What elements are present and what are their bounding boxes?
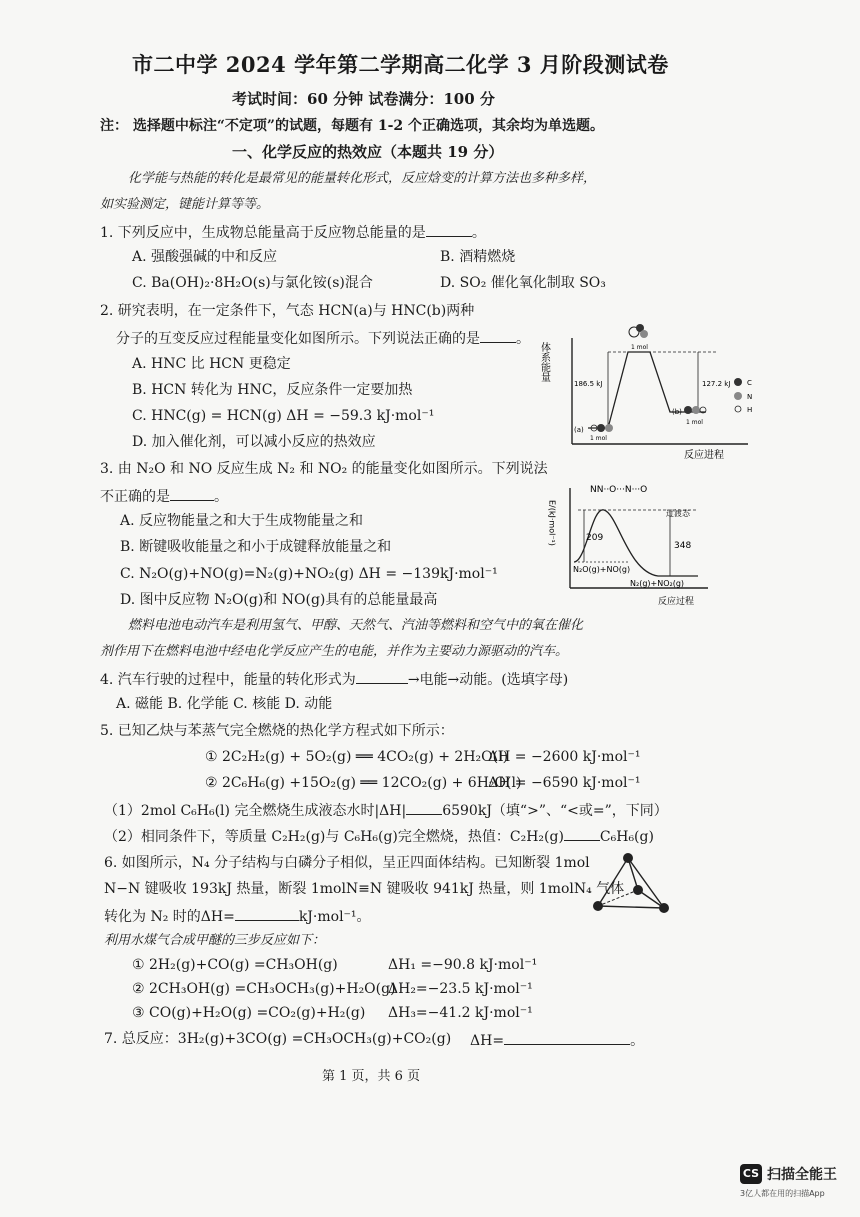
q2-stem-line2 — [116, 328, 530, 348]
fuel-cell-line1: 燃料电池电动汽车是利用氢气、甲醇、天然气、汽油等燃料和空气中的氧在催化 — [128, 618, 584, 633]
fuel-cell-line2: 剂作用下在燃料电池中经电化学反应产生的电能，并作为主要动力源驱动的汽车。 — [100, 644, 569, 659]
q3-xlabel: 反应过程 — [658, 597, 695, 607]
q4-stem-text: 4. 汽车行驶的过程中，能量的转化形式为 — [100, 672, 356, 688]
n4-tetrahedron-diagram — [588, 848, 684, 922]
q3-stem-line2 — [100, 486, 228, 506]
q5-eq2-dh: ΔH = −6590 kJ·mol⁻¹ — [488, 775, 641, 791]
q7-dh-text: ΔH= — [470, 1033, 505, 1049]
q1-option-b: B. 酒精燃烧 — [440, 249, 516, 265]
q5-eq1: ① 2C₂H₂(g) + 5O₂(g) ══ 4CO₂(g) + 2H₂O(l) — [205, 749, 509, 765]
q5-part2-end: C₆H₆(g) — [599, 829, 654, 845]
q2-b-atom — [692, 406, 700, 414]
q5-part1-blank[interactable] — [406, 800, 442, 815]
section-intro-line2: 如实验测定，键能计算等等。 — [100, 197, 270, 212]
n4-atom — [633, 885, 643, 895]
n4-atom — [623, 853, 633, 863]
q5-stem: 5. 已知乙炔与苯蒸气完全燃烧的热化学方程式如下所示： — [100, 723, 454, 739]
methanol-r1: ① 2H₂(g)+CO(g) =CH₃OH(g) — [132, 957, 338, 973]
n4-atom — [593, 901, 603, 911]
q5-part2-text: （2）相同条件下，等质量 C₂H₂(g)与 C₆H₆(g)完全燃烧，热值：C₂H₂(g) — [104, 829, 564, 845]
q7-stem: 7. 总反应：3H₂(g)+3CO(g) =CH₃OCH₃(g)+CO₂(g) — [104, 1031, 452, 1047]
q5-eq1-dh: ΔH = −2600 kJ·mol⁻¹ — [488, 749, 641, 765]
q4-options: A. 磁能 B. 化学能 C. 核能 D. 动能 — [116, 696, 333, 712]
q2-answer-blank[interactable] — [480, 328, 516, 343]
q2-b-label: (b) — [672, 408, 682, 416]
q1-option-a: A. 强酸强碱的中和反应 — [132, 249, 278, 265]
q2-legend-h: H — [747, 406, 753, 414]
q1-stem-end: 。 — [471, 225, 486, 241]
q3-ylabel: E/(kJ·mol⁻¹) — [548, 500, 557, 546]
methanol-r2: ② 2CH₃OH(g) =CH₃OCH₃(g)+H₂O(g) — [132, 981, 396, 997]
q2-legend-c-icon — [734, 378, 742, 386]
q5-part2-blank[interactable] — [564, 826, 600, 841]
camscanner-tagline: 3亿人都在用的扫描App — [740, 1189, 825, 1198]
q3-option-a: A. 反应物能量之和大于生成物能量之和 — [120, 513, 364, 529]
q3-products: N₂(g)+NO₂(g) — [630, 579, 685, 588]
q2-b-mol: 1 mol — [686, 419, 703, 426]
q3-stem-text: 不正确的是 — [100, 489, 170, 505]
q1-stem — [100, 222, 486, 242]
camscanner-watermark — [740, 1162, 850, 1204]
q4-answer-blank[interactable] — [356, 669, 408, 684]
q5-part1-end: 6590kJ（填“>”、“<或=”，下同） — [442, 803, 668, 819]
q2-b-atom — [684, 406, 692, 414]
q1-stem-text: 1. 下列反应中，生成物总能量高于反应物总能量的是 — [100, 225, 426, 241]
q5-part1 — [104, 800, 668, 820]
q3-answer-blank[interactable] — [170, 486, 214, 501]
q6-answer-blank[interactable] — [235, 906, 299, 921]
section-heading: 一、化学反应的热效应（本题共 19 分） — [232, 143, 504, 161]
n4-atom — [659, 903, 669, 913]
q3-option-d: D. 图中反应物 N₂O(g)和 NO(g)具有的总能量最高 — [120, 592, 438, 608]
q7-dh — [470, 1030, 644, 1050]
q2-a-atom — [605, 424, 613, 432]
page-title: 市二中学 2024 学年第二学期高二化学 3 月阶段测试卷 — [132, 52, 669, 77]
q3-val-right: 348 — [674, 541, 692, 551]
q2-energy-diagram — [538, 316, 770, 462]
methanol-r3-dh: ΔH₃=−41.2 kJ·mol⁻¹ — [388, 1005, 533, 1021]
q2-left-value: 186.5 kJ — [574, 380, 603, 388]
methanol-r2-dh: ΔH₂=−23.5 kJ·mol⁻¹ — [388, 981, 533, 997]
q2-ylabel: 体系能量 — [538, 342, 550, 382]
q6-line3-end: kJ·mol⁻¹。 — [298, 909, 371, 925]
q2-energy-curve — [588, 352, 706, 428]
q4-stem-end: →电能→动能。(选填字母) — [407, 672, 569, 688]
q2-legend-n-icon — [734, 392, 742, 400]
q1-answer-blank[interactable] — [426, 222, 472, 237]
q2-legend-h-icon — [735, 406, 741, 412]
q2-legend-c: C — [747, 379, 752, 387]
section-intro-line1: 化学能与热能的转化是最常见的能量转化形式，反应焓变的计算方法也多种多样， — [128, 171, 597, 186]
camscanner-logo-icon: CS — [740, 1164, 762, 1184]
methanol-r1-dh: ΔH₁ =−90.8 kJ·mol⁻¹ — [388, 957, 538, 973]
q4-stem — [100, 669, 568, 689]
q5-eq2: ② 2C₆H₆(g) +15O₂(g) ══ 12CO₂(g) + 6H₂O(l) — [205, 775, 522, 791]
q2-option-d: D. 加入催化剂，可以减小反应的热效应 — [132, 434, 376, 450]
exam-info: 考试时间：60 分钟 试卷满分：100 分 — [232, 90, 495, 108]
q7-answer-blank[interactable] — [504, 1030, 630, 1045]
q2-a-mol: 1 mol — [590, 435, 607, 442]
q6-line1: 6. 如图所示，N₄ 分子结构与白磷分子相似，呈正四面体结构。已知断裂 1mol — [104, 855, 590, 871]
q3-option-b: B. 断键吸收能量之和小于成键释放能量之和 — [120, 539, 392, 555]
q2-option-a: A. HNC 比 HCN 更稳定 — [132, 356, 291, 372]
q2-legend-n: N — [747, 393, 753, 401]
q3-reactants: N₂O(g)+NO(g) — [573, 565, 631, 574]
q2-stem-line1: 2. 研究表明，在一定条件下，气态 HCN(a)与 HNC(b)两种 — [100, 303, 475, 319]
q6-line2: N−N 键吸收 193kJ 热量，断裂 1molN≡N 键吸收 941kJ 热量，则 1molN₄ 气体 — [104, 881, 625, 897]
q6-line3 — [104, 906, 371, 926]
q3-ts-species: NN··O···N···O — [590, 485, 648, 495]
q3-val-left: 209 — [586, 533, 604, 543]
q2-stem-end: 。 — [516, 331, 530, 347]
q2-xlabel: 反应进程 — [684, 450, 724, 461]
methanol-intro: 利用水煤气合成甲醚的三步反应如下： — [104, 933, 326, 948]
q2-option-b: B. HCN 转化为 HNC，反应条件一定要加热 — [132, 382, 413, 398]
q2-stem-text: 分子的互变反应过程能量变化如图所示。下列说法正确的是 — [116, 331, 480, 347]
q3-energy-diagram — [548, 480, 718, 610]
q2-option-c: C. HNC(g) = HCN(g) ΔH = −59.3 kJ·mol⁻¹ — [132, 408, 435, 424]
q2-a-atom — [597, 424, 605, 432]
q7-end: 。 — [630, 1033, 645, 1049]
q2-ts-atom — [640, 330, 648, 338]
q2-right-value: 127.2 kJ — [702, 380, 731, 388]
q2-top-label: 1 mol — [631, 344, 648, 351]
page-footer: 第 1 页，共 6 页 — [322, 1069, 421, 1084]
q3-stem-end: 。 — [214, 489, 228, 505]
q3-stem-line1: 3. 由 N₂O 和 NO 反应生成 N₂ 和 NO₂ 的能量变化如图所示。下列说法 — [100, 461, 548, 477]
instruction-note: 注： 选择题中标注“不定项”的试题，每题有 1-2 个正确选项，其余均为单选题。 — [100, 118, 605, 134]
q5-part1-text: （1）2mol C₆H₆(l) 完全燃烧生成液态水时|ΔH| — [104, 803, 407, 819]
methanol-r3: ③ CO(g)+H₂O(g) =CO₂(g)+H₂(g) — [132, 1005, 366, 1021]
camscanner-name: 扫描全能王 — [767, 1167, 837, 1183]
q1-option-c: C. Ba(OH)₂·8H₂O(s)与氯化铵(s)混合 — [132, 275, 373, 291]
q6-line3-text: 转化为 N₂ 时的ΔH= — [104, 909, 235, 925]
q1-option-d: D. SO₂ 催化氧化制取 SO₃ — [440, 275, 606, 291]
q3-ts-label: 过渡态 — [666, 509, 690, 518]
q3-option-c: C. N₂O(g)+NO(g)=N₂(g)+NO₂(g) ΔH = −139kJ·mol⁻¹ — [120, 566, 498, 582]
q2-a-label: (a) — [574, 426, 584, 434]
q5-part2 — [104, 826, 654, 846]
